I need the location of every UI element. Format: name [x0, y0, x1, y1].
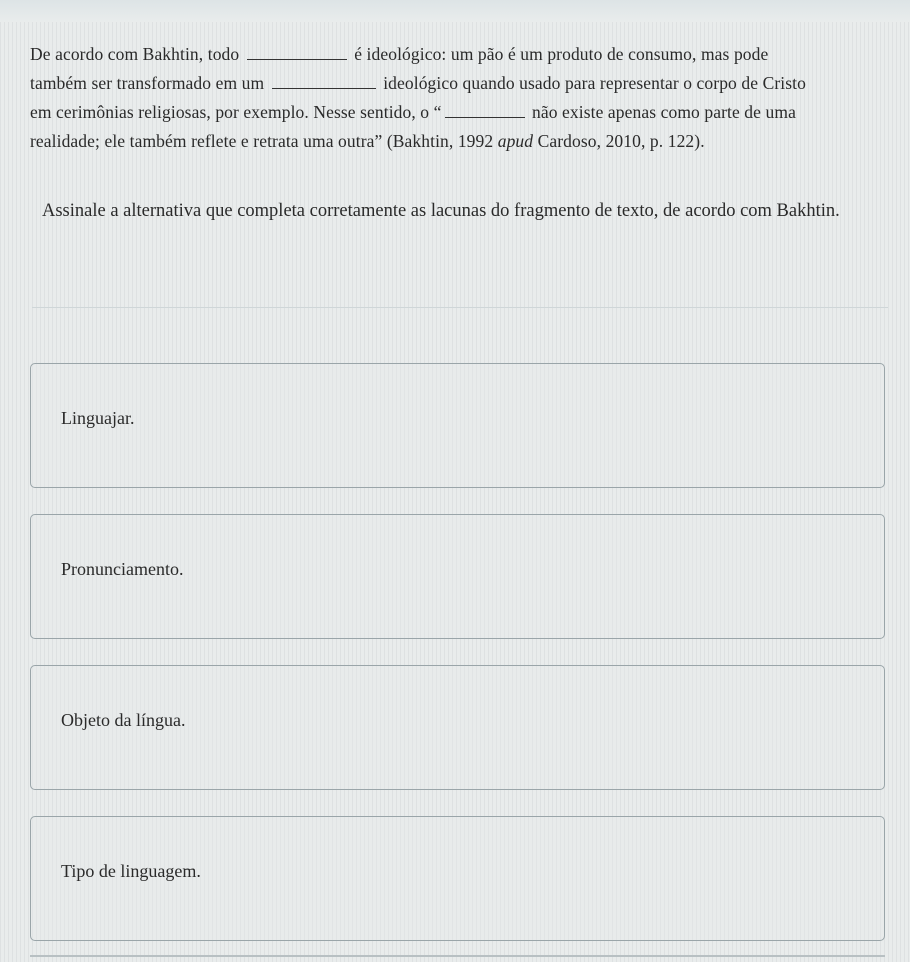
answer-option-1[interactable] [30, 363, 885, 488]
question-prompt: Assinale a alternativa que completa corretamente as lacunas do fragmento de texto, de acordo com Bakhtin. [42, 201, 840, 221]
answer-option-3[interactable] [30, 665, 885, 790]
answer-option-2-label: Pronunciamento. [61, 559, 184, 579]
blank-1 [247, 45, 347, 60]
top-strip [0, 0, 910, 22]
answer-option-4-label: Tipo de linguagem. [61, 861, 201, 881]
question-line-1 [30, 40, 895, 69]
divider [32, 307, 888, 308]
question-line-3-start: em cerimônias religiosas, por exemplo. Nesse sentido, o “ [30, 102, 442, 122]
question-line-2 [30, 69, 895, 98]
question-line-2-start: também ser transformado em um [30, 73, 265, 93]
question-line-4-start: realidade; ele também reflete e retrata uma outra” (Bakhtin, 1992 [30, 131, 494, 151]
question-line-3 [30, 98, 895, 127]
question-line-4-end: Cardoso, 2010, p. 122). [537, 131, 705, 151]
question-line-3-end: não existe apenas como parte de uma [531, 102, 796, 122]
answer-option-3-label: Objeto da língua. [61, 710, 186, 730]
question-line-1-end: é ideológico: um pão é um produto de consumo, mas pode [354, 44, 769, 64]
answer-option-2[interactable] [30, 514, 885, 639]
blank-3 [445, 103, 525, 118]
question-line-4 [30, 127, 895, 156]
question-line-1-start: De acordo com Bakhtin, todo [30, 44, 240, 64]
answer-option-4[interactable] [30, 816, 885, 941]
question-line-2-end: ideológico quando usado para representar o corpo de Cristo [383, 73, 806, 93]
answer-option-1-label: Linguajar. [61, 408, 135, 428]
blank-2 [272, 74, 376, 89]
question-text [30, 40, 895, 156]
bottom-edge [30, 955, 885, 957]
question-line-4-italic: apud [497, 131, 534, 151]
